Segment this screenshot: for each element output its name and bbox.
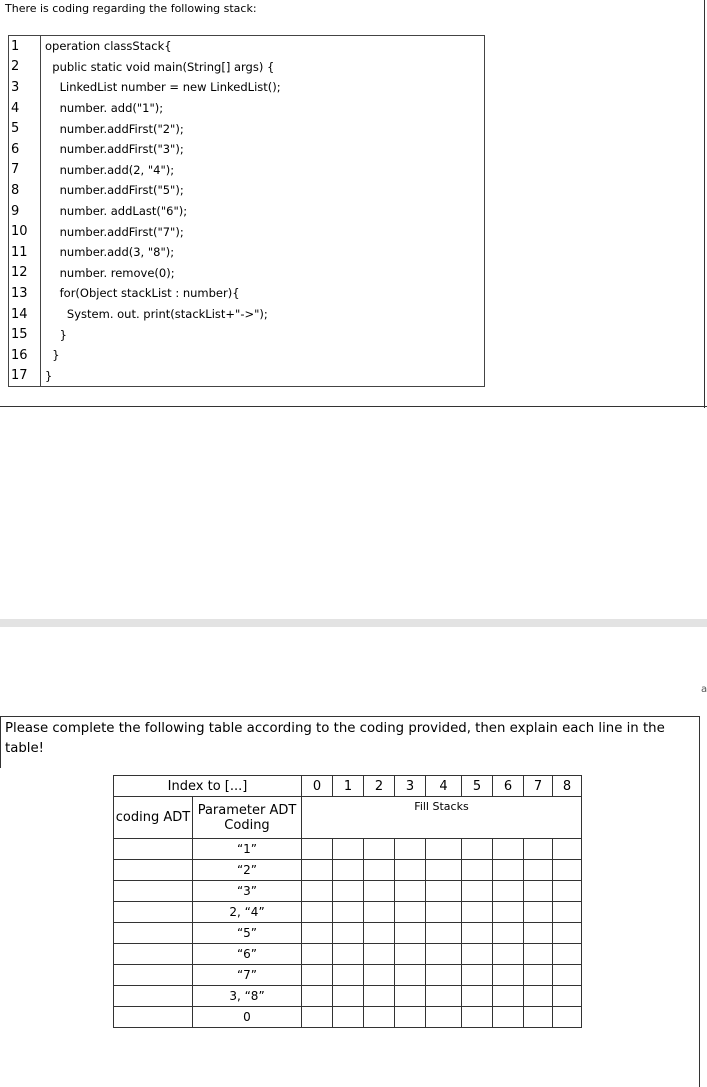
stack-slot-cell[interactable]: [302, 944, 333, 965]
code-text: LinkedList number = new LinkedList();: [41, 77, 485, 98]
line-number: 10: [9, 221, 41, 242]
stack-slot-cell[interactable]: [333, 923, 364, 944]
stack-slot-cell[interactable]: [553, 1007, 582, 1028]
parameter-cell: 2, “4”: [193, 902, 302, 923]
stack-slot-cell[interactable]: [426, 986, 462, 1007]
stack-slot-cell[interactable]: [395, 860, 426, 881]
stack-slot-cell[interactable]: [302, 965, 333, 986]
stack-slot-cell[interactable]: [395, 881, 426, 902]
stack-slot-cell[interactable]: [493, 944, 524, 965]
fill-stacks-header: Fill Stacks: [302, 797, 582, 839]
stack-slot-cell[interactable]: [426, 881, 462, 902]
line-number: 17: [9, 366, 41, 387]
stack-slot-cell[interactable]: [493, 881, 524, 902]
stack-slot-cell[interactable]: [553, 860, 582, 881]
coding-adt-cell[interactable]: [114, 881, 193, 902]
index-cell: 0: [302, 776, 333, 797]
line-number: 1: [9, 36, 41, 57]
stack-slot-cell[interactable]: [426, 860, 462, 881]
stack-slot-cell[interactable]: [553, 965, 582, 986]
stack-slot-cell[interactable]: [395, 902, 426, 923]
table-row: [114, 986, 582, 1007]
code-text: number.addFirst("7");: [41, 221, 485, 242]
line-number: 2: [9, 57, 41, 78]
stack-slot-cell[interactable]: [364, 965, 395, 986]
coding-adt-cell[interactable]: [114, 1007, 193, 1028]
stack-slot-cell[interactable]: [364, 1007, 395, 1028]
table-row: [114, 860, 582, 881]
stack-slot-cell[interactable]: [426, 839, 462, 860]
stack-slot-cell[interactable]: [395, 1007, 426, 1028]
code-line: [9, 139, 485, 160]
code-line: [9, 345, 485, 366]
coding-adt-cell[interactable]: [114, 902, 193, 923]
code-text: number.add(3, "8");: [41, 242, 485, 263]
stack-slot-cell[interactable]: [302, 923, 333, 944]
code-text: number. remove(0);: [41, 263, 485, 284]
stack-slot-cell[interactable]: [524, 902, 553, 923]
index-label: Index to [...]: [114, 776, 302, 797]
coding-adt-cell[interactable]: [114, 923, 193, 944]
stack-slot-cell[interactable]: [493, 1007, 524, 1028]
stack-slot-cell[interactable]: [524, 944, 553, 965]
code-text: number.addFirst("5");: [41, 180, 485, 201]
code-text: number.addFirst("3");: [41, 139, 485, 160]
table-row: [114, 1007, 582, 1028]
parameter-cell: “2”: [193, 860, 302, 881]
stack-slot-cell[interactable]: [462, 881, 493, 902]
index-cell: 7: [524, 776, 553, 797]
stack-slot-cell[interactable]: [426, 1007, 462, 1028]
coding-adt-cell[interactable]: [114, 839, 193, 860]
line-number: 7: [9, 160, 41, 181]
code-text: }: [41, 366, 485, 387]
stack-slot-cell[interactable]: [462, 923, 493, 944]
stack-slot-cell[interactable]: [462, 860, 493, 881]
stack-slot-cell[interactable]: [333, 965, 364, 986]
table-row: [114, 965, 582, 986]
code-text: }: [41, 345, 485, 366]
stack-slot-cell[interactable]: [462, 986, 493, 1007]
stack-slot-cell[interactable]: [493, 839, 524, 860]
table-row: [114, 944, 582, 965]
code-text: System. out. print(stackList+"->");: [41, 304, 485, 325]
stack-slot-cell[interactable]: [524, 1007, 553, 1028]
stack-slot-cell[interactable]: [553, 881, 582, 902]
stack-fill-table: [113, 775, 582, 1028]
stack-slot-cell[interactable]: [553, 839, 582, 860]
stack-slot-cell[interactable]: [426, 965, 462, 986]
stack-slot-cell[interactable]: [524, 860, 553, 881]
parameter-cell: “6”: [193, 944, 302, 965]
stack-slot-cell[interactable]: [333, 986, 364, 1007]
code-line: [9, 324, 485, 345]
stack-slot-cell[interactable]: [302, 986, 333, 1007]
stack-slot-cell[interactable]: [364, 944, 395, 965]
code-line: [9, 77, 485, 98]
question-instruction: Please complete the following table according to the coding provided, then explain each line in the table!: [5, 721, 665, 756]
code-listing: [8, 35, 485, 387]
code-line: [9, 36, 485, 57]
coding-adt-header: coding ADT: [114, 797, 193, 839]
table-row: [114, 839, 582, 860]
panel-border-right: [704, 0, 705, 408]
stack-slot-cell[interactable]: [333, 1007, 364, 1028]
stack-slot-cell[interactable]: [395, 839, 426, 860]
stack-slot-cell[interactable]: [493, 860, 524, 881]
stack-slot-cell[interactable]: [364, 860, 395, 881]
coding-adt-cell[interactable]: [114, 860, 193, 881]
code-text: number.add(2, "4");: [41, 160, 485, 181]
stack-slot-cell[interactable]: [333, 839, 364, 860]
stack-slot-cell[interactable]: [364, 902, 395, 923]
stack-slot-cell[interactable]: [462, 902, 493, 923]
table-row: [114, 902, 582, 923]
line-number: 8: [9, 180, 41, 201]
stack-slot-cell[interactable]: [493, 986, 524, 1007]
stack-slot-cell[interactable]: [524, 923, 553, 944]
stack-slot-cell[interactable]: [553, 944, 582, 965]
question-border-top: [0, 716, 700, 717]
code-line: [9, 57, 485, 78]
stack-slot-cell[interactable]: [493, 923, 524, 944]
stack-slot-cell[interactable]: [493, 902, 524, 923]
stack-slot-cell[interactable]: [302, 1007, 333, 1028]
parameter-cell: 3, “8”: [193, 986, 302, 1007]
stack-slot-cell[interactable]: [364, 839, 395, 860]
stack-slot-cell[interactable]: [524, 839, 553, 860]
parameter-cell: “7”: [193, 965, 302, 986]
parameter-cell: “3”: [193, 881, 302, 902]
code-line: [9, 221, 485, 242]
stack-slot-cell[interactable]: [493, 965, 524, 986]
line-number: 15: [9, 324, 41, 345]
code-line: [9, 304, 485, 325]
code-line: [9, 242, 485, 263]
coding-adt-cell[interactable]: [114, 965, 193, 986]
parameter-header: Parameter ADT Coding: [193, 797, 302, 839]
table-row: [114, 923, 582, 944]
line-number: 11: [9, 242, 41, 263]
stack-slot-cell[interactable]: [333, 881, 364, 902]
stack-slot-cell[interactable]: [395, 965, 426, 986]
stack-slot-cell[interactable]: [426, 902, 462, 923]
stack-slot-cell[interactable]: [302, 902, 333, 923]
stack-slot-cell[interactable]: [333, 860, 364, 881]
stack-slot-cell[interactable]: [462, 839, 493, 860]
clipped-text: a: [701, 684, 707, 695]
stack-slot-cell[interactable]: [524, 986, 553, 1007]
stack-slot-cell[interactable]: [426, 944, 462, 965]
stack-slot-cell[interactable]: [524, 965, 553, 986]
index-cell: 3: [395, 776, 426, 797]
stack-slot-cell[interactable]: [524, 881, 553, 902]
stack-slot-cell[interactable]: [553, 902, 582, 923]
code-text: number. addLast("6");: [41, 201, 485, 222]
stack-slot-cell[interactable]: [395, 944, 426, 965]
line-number: 12: [9, 263, 41, 284]
line-number: 16: [9, 345, 41, 366]
stack-slot-cell[interactable]: [364, 881, 395, 902]
code-line: [9, 98, 485, 119]
line-number: 3: [9, 77, 41, 98]
line-number: 5: [9, 118, 41, 139]
stack-slot-cell[interactable]: [462, 1007, 493, 1028]
index-cell: 1: [333, 776, 364, 797]
line-number: 6: [9, 139, 41, 160]
code-line: [9, 366, 485, 387]
intro-text: There is coding regarding the following stack:: [5, 2, 257, 15]
stack-slot-cell[interactable]: [364, 923, 395, 944]
coding-adt-cell[interactable]: [114, 986, 193, 1007]
parameter-cell: 0: [193, 1007, 302, 1028]
stack-slot-cell[interactable]: [395, 923, 426, 944]
line-number: 13: [9, 283, 41, 304]
code-text: operation classStack{: [41, 36, 485, 57]
index-cell: 4: [426, 776, 462, 797]
index-cell: 5: [462, 776, 493, 797]
stack-slot-cell[interactable]: [553, 923, 582, 944]
stack-slot-cell[interactable]: [395, 986, 426, 1007]
code-line: [9, 263, 485, 284]
code-line: [9, 160, 485, 181]
code-text: public static void main(String[] args) {: [41, 57, 485, 78]
code-text: number. add("1");: [41, 98, 485, 119]
code-text: for(Object stackList : number){: [41, 283, 485, 304]
stack-slot-cell[interactable]: [462, 965, 493, 986]
line-number: 14: [9, 304, 41, 325]
code-line: [9, 180, 485, 201]
stack-slot-cell[interactable]: [333, 944, 364, 965]
index-cell: 8: [553, 776, 582, 797]
code-text: }: [41, 324, 485, 345]
stack-slot-cell[interactable]: [426, 923, 462, 944]
stack-slot-cell[interactable]: [553, 986, 582, 1007]
line-number: 4: [9, 98, 41, 119]
question-border-left: [0, 716, 1, 768]
section-divider: [0, 619, 707, 627]
stack-slot-cell[interactable]: [302, 860, 333, 881]
stack-slot-cell[interactable]: [364, 986, 395, 1007]
code-line: [9, 283, 485, 304]
code-line: [9, 201, 485, 222]
panel-border-bottom: [0, 406, 707, 407]
code-line: [9, 118, 485, 139]
code-text: number.addFirst("2");: [41, 118, 485, 139]
table-row: [114, 881, 582, 902]
stack-slot-cell[interactable]: [302, 881, 333, 902]
parameter-cell: “5”: [193, 923, 302, 944]
parameter-cell: “1”: [193, 839, 302, 860]
stack-slot-cell[interactable]: [302, 839, 333, 860]
line-number: 9: [9, 201, 41, 222]
index-cell: 6: [493, 776, 524, 797]
coding-adt-cell[interactable]: [114, 944, 193, 965]
stack-slot-cell[interactable]: [462, 944, 493, 965]
stack-slot-cell[interactable]: [333, 902, 364, 923]
question-border-right: [699, 716, 700, 1087]
index-cell: 2: [364, 776, 395, 797]
